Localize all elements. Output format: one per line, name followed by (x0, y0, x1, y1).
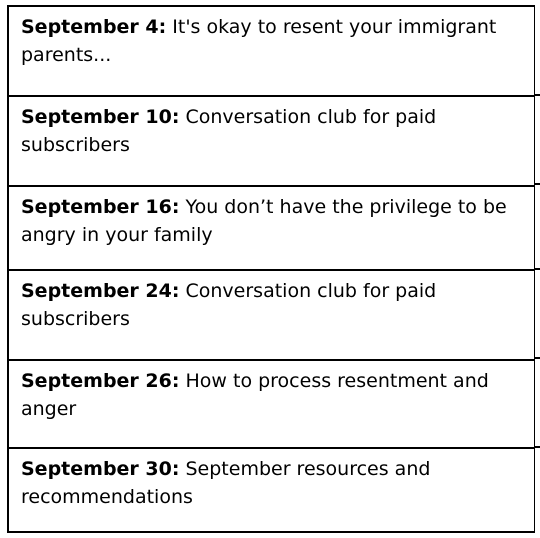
border-stub (534, 94, 540, 96)
entry-date: September 10: (21, 106, 180, 128)
table-row (8, 6, 535, 96)
table-row (8, 360, 535, 448)
entry-date: September 4: (21, 16, 167, 38)
entry-title: It's okay to resent your immigrant parents... (21, 16, 497, 66)
border-stub (534, 446, 540, 448)
entry-date: September 26: (21, 370, 180, 392)
schedule-cell (8, 6, 535, 96)
border-stub (534, 268, 540, 270)
table-row (8, 96, 535, 186)
table-row (8, 448, 535, 532)
schedule-cell (8, 270, 535, 360)
schedule-cell (8, 96, 535, 186)
entry-date: September 16: (21, 196, 180, 218)
entry-date: September 30: (21, 458, 180, 480)
schedule-cell (8, 448, 535, 532)
entry-title: Conversation club for paid subscribers (21, 280, 437, 330)
schedule-cell (8, 186, 535, 270)
table-row (8, 270, 535, 360)
table-row (8, 186, 535, 270)
entry-title: How to process resentment and anger (21, 370, 489, 420)
entry-date: September 24: (21, 280, 180, 302)
entry-title: Conversation club for paid subscribers (21, 106, 437, 156)
schedule-table (7, 5, 535, 533)
border-stub (534, 357, 540, 359)
schedule-cell (8, 360, 535, 448)
entry-title: You don’t have the privilege to be angry in your family (21, 196, 507, 246)
entry-title: September resources and recommendations (21, 458, 431, 508)
border-stub (534, 183, 540, 185)
